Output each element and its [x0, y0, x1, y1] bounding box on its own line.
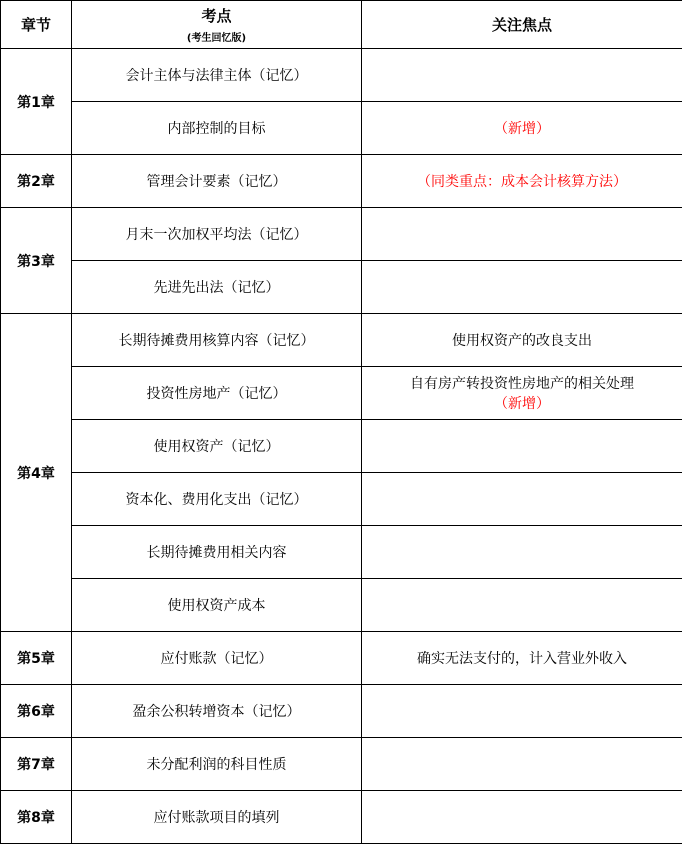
focus-cell — [362, 579, 682, 632]
header-point — [72, 1, 362, 49]
chapter-cell: 第8章 — [1, 791, 72, 844]
point-cell: 未分配利润的科目性质 — [72, 738, 362, 791]
focus-text: 自有房产转投资性房地产的相关处理 — [410, 376, 634, 392]
chapter-cell: 第1章 — [1, 49, 72, 155]
header-point-subtitle: (考生回忆版) — [186, 33, 247, 44]
point-cell: 资本化、费用化支出（记忆） — [72, 473, 362, 526]
table-row — [1, 526, 682, 579]
table-row — [1, 155, 682, 208]
header-chapter: 章节 — [1, 1, 72, 49]
header-point-title: 考点 — [201, 7, 232, 25]
table-row — [1, 791, 682, 844]
table-row — [1, 685, 682, 738]
table-row — [1, 632, 682, 685]
point-cell: 使用权资产（记忆） — [72, 420, 362, 473]
table-row — [1, 261, 682, 314]
focus-text: 使用权资产的改良支出 — [452, 333, 592, 349]
focus-cell — [362, 473, 682, 526]
point-cell: 先进先出法（记忆） — [72, 261, 362, 314]
chapter-cell: 第6章 — [1, 685, 72, 738]
chapter-cell: 第5章 — [1, 632, 72, 685]
table-row — [1, 473, 682, 526]
focus-cell — [362, 155, 682, 208]
focus-cell — [362, 314, 682, 367]
focus-highlight-text: （新增） — [494, 121, 550, 137]
table-row — [1, 579, 682, 632]
point-cell: 盈余公积转增资本（记忆） — [72, 685, 362, 738]
table-row — [1, 420, 682, 473]
point-cell: 月末一次加权平均法（记忆） — [72, 208, 362, 261]
point-cell: 会计主体与法律主体（记忆） — [72, 49, 362, 102]
table-row — [1, 314, 682, 367]
point-cell: 长期待摊费用核算内容（记忆） — [72, 314, 362, 367]
focus-text: 确实无法支付的，计入营业外收入 — [417, 651, 627, 667]
point-cell: 长期待摊费用相关内容 — [72, 526, 362, 579]
point-cell: 内部控制的目标 — [72, 102, 362, 155]
chapter-cell: 第3章 — [1, 208, 72, 314]
focus-cell — [362, 791, 682, 844]
table-row — [1, 208, 682, 261]
focus-cell — [362, 102, 682, 155]
focus-cell — [362, 49, 682, 102]
table-row — [1, 738, 682, 791]
focus-cell — [362, 420, 682, 473]
header-focus: 关注焦点 — [362, 1, 682, 49]
focus-cell — [362, 685, 682, 738]
focus-highlight-text: （新增） — [494, 396, 550, 412]
focus-cell — [362, 526, 682, 579]
focus-cell — [362, 738, 682, 791]
focus-cell — [362, 632, 682, 685]
point-cell: 应付账款（记忆） — [72, 632, 362, 685]
chapter-cell: 第2章 — [1, 155, 72, 208]
point-cell: 投资性房地产（记忆） — [72, 367, 362, 420]
table-row — [1, 49, 682, 102]
chapter-cell: 第4章 — [1, 314, 72, 632]
point-cell: 使用权资产成本 — [72, 579, 362, 632]
table-row — [1, 102, 682, 155]
table-body — [1, 49, 682, 844]
focus-cell — [362, 261, 682, 314]
header-row — [1, 1, 682, 49]
point-cell: 管理会计要素（记忆） — [72, 155, 362, 208]
chapter-cell: 第7章 — [1, 738, 72, 791]
focus-highlight-text: （同类重点：成本会计核算方法） — [417, 174, 627, 190]
point-cell: 应付账款项目的填列 — [72, 791, 362, 844]
focus-cell — [362, 367, 682, 420]
focus-cell — [362, 208, 682, 261]
table-row — [1, 367, 682, 420]
